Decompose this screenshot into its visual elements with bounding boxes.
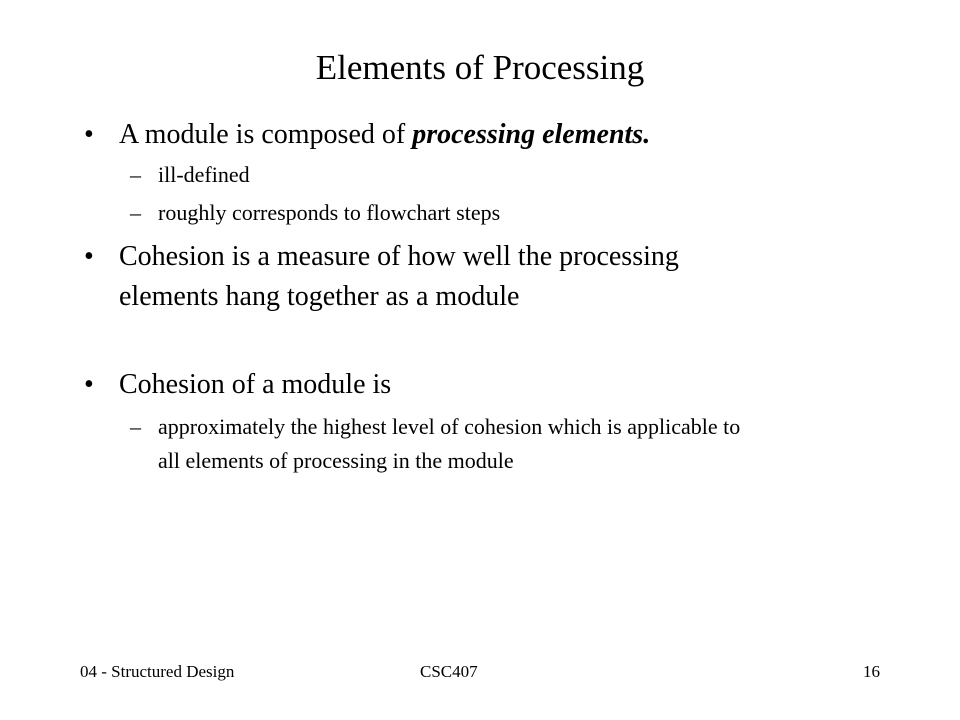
sub-bullet-1-2-text: roughly corresponds to flowchart steps [158, 200, 501, 225]
bullet-3-text: Cohesion of a module is [119, 369, 392, 400]
bullet-2-line-2: elements hang together as a module [119, 281, 520, 312]
footer-course-section: 04 - Structured Design [80, 662, 235, 681]
dash-icon: – [130, 414, 141, 439]
sub-bullet-3-1-line-1: approximately the highest level of cohesion which is applicable to [158, 414, 741, 439]
sub-bullet-1-1-text: ill-defined [158, 162, 250, 187]
footer-page-number: 16 [863, 662, 880, 681]
bullet-2-line-1: Cohesion is a measure of how well the processing [119, 241, 679, 272]
bullet-1-emphasis: processing elements. [412, 119, 651, 150]
sub-bullet-3-1-line-2: all elements of processing in the module [158, 448, 514, 473]
bullet-icon: • [84, 119, 94, 150]
slide-title: Elements of Processing [315, 48, 645, 87]
bullet-icon: • [84, 369, 94, 400]
bullet-icon: • [84, 241, 94, 272]
bullet-1-text: A module is composed of [119, 119, 413, 150]
dash-icon: – [130, 200, 141, 225]
dash-icon: – [130, 162, 141, 187]
footer-course-code: CSC407 [420, 662, 478, 681]
